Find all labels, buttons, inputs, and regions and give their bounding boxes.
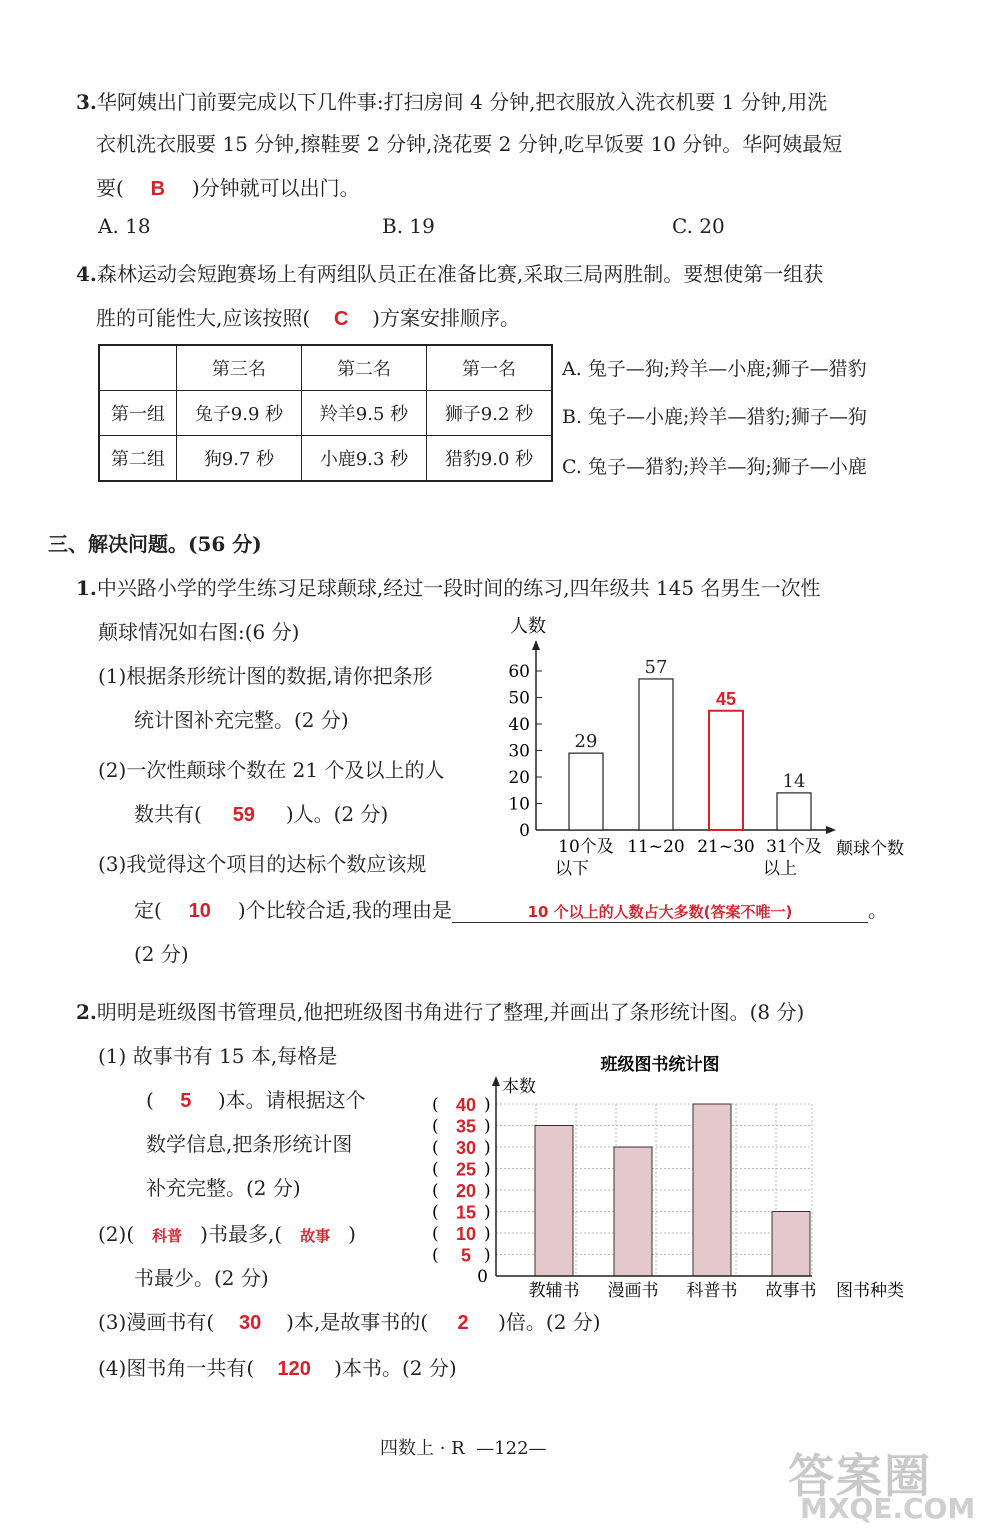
chart2-bracket-right: ) [484,1202,491,1223]
race-table [98,344,553,482]
chart1-y-tick-label: 0 [519,821,530,841]
p1-s3-line [134,894,888,923]
chart2-bracket-left: ( [432,1224,439,1244]
chart1-data-label: 29 [574,731,598,753]
table-header-row [99,345,552,391]
table-cell: 兔子9.9 秒 [177,391,302,436]
chart2-bracket-left: ( [432,1095,439,1115]
table-cell: 第一名 [427,345,553,391]
p1-s2-answer: 59 [232,804,255,826]
table-row [99,391,552,436]
q4-option-a: A. 兔子—狗;羚羊—小鹿;狮子—猎豹 [562,358,867,380]
p2-s3-mid: )本,是故事书的( [286,1310,429,1334]
p1-s2-b-post: )人。(2 分) [285,802,389,826]
chart2-bar [535,1126,573,1277]
p1-s2-a: (2)一次性颠球个数在 21 个及以上的人 [98,758,445,782]
chart2-y-zero: 0 [477,1267,488,1287]
q4-text-2a: 胜的可能性大,应该按照( [96,306,311,330]
chart2-xlabel: 图书种类 [836,1281,904,1301]
p2-s1-a: (1) 故事书有 15 本,每格是 [98,1044,338,1068]
q3-text-3a: 要( [96,176,124,200]
chart2-y-arrow [492,1076,500,1086]
page-number: —122— [476,1438,547,1459]
bar-chart-2 [420,1044,940,1306]
q4-number: 4. [76,262,97,286]
table-cell: 猎豹9.0 秒 [427,436,553,482]
table-cell: 第二组 [99,436,177,482]
p2-s3-pre: (3)漫画书有( [98,1310,215,1334]
p1-s3-answer: 10 [188,900,211,922]
chart1-bar [639,679,673,830]
chart1-bar [569,753,603,830]
table-cell: 狗9.7 秒 [177,436,302,482]
table-cell: 小鹿9.3 秒 [302,436,427,482]
q3-option-c: C. 20 [672,214,725,238]
p1-s1-b: 统计图补充完整。(2 分) [134,708,349,732]
p2-s1-d: 补充完整。(2 分) [146,1176,301,1200]
bar-chart-1 [490,608,930,888]
p1-text-2: 颠球情况如右图:(6 分) [98,620,300,644]
q3-option-a: A. 18 [98,214,151,238]
chart1-category-label-2: 以下 [555,859,589,879]
table-cell: 羚羊9.5 秒 [302,391,427,436]
p2-s4-line [98,1352,457,1381]
chart1-y-tick-label: 50 [508,688,530,709]
chart2-bar [772,1212,810,1277]
chart1-category-label: 10个及 [558,837,614,857]
footer [380,1434,547,1460]
chart2-y-tick-label: 20 [455,1181,477,1201]
footer-text: 四数上 · R [380,1438,465,1459]
watermark-logo: 答案圈 [788,1449,932,1503]
chart2-bracket-left: ( [432,1202,439,1223]
chart2-bracket-right: ) [484,1181,491,1201]
p1-text-1: 中兴路小学的学生练习足球颠球,经过一段时间的练习,四年级共 145 名男生一次性 [96,576,821,600]
chart2-bar [614,1147,652,1276]
chart1-x-arrow [826,826,836,834]
chart2-bracket-right: ) [484,1224,491,1244]
chart1-ylabel: 人数 [510,616,546,637]
q4-text-2b: )方案安排顺序。 [372,306,520,330]
p1-s3-b-end: 。 [867,898,888,922]
p2-s2-b: 书最少。(2 分) [134,1266,269,1290]
watermark-url: MXQE.COM [800,1492,976,1525]
chart2-bracket-left: ( [432,1138,439,1158]
p2-s4-answer: 120 [277,1358,311,1380]
chart2-bar [693,1104,731,1276]
p2-s1-b-pre: ( [146,1088,154,1112]
p2-s3-line [98,1306,601,1335]
chart2-y-tick-label: 10 [455,1224,477,1244]
chart2-bracket-right: ) [484,1245,491,1266]
chart2-category-label: 漫画书 [607,1281,659,1301]
chart2-bracket-right: ) [484,1138,491,1158]
q3-line3 [96,172,360,201]
q3-text-1: 华阿姨出门前要完成以下几件事:打扫房间 4 分钟,把衣服放入洗衣机要 1 分钟,用洗 [96,90,828,114]
p2-line1 [76,996,804,1025]
chart1-category-label: 31个及 [766,837,822,857]
chart1-y-tick-label: 20 [508,768,530,788]
chart1-y-tick-label: 10 [508,794,530,815]
chart2-bracket-right: ) [484,1159,491,1180]
p2-text-1: 明明是班级图书管理员,他把班级图书角进行了整理,并画出了条形统计图。(8 分) [96,1000,805,1024]
q3-number: 3. [76,90,97,114]
chart1-y-tick-label: 40 [508,715,530,735]
table-cell: 第二名 [302,345,427,391]
chart2-ylabel: 本数 [502,1077,536,1097]
p1-s3-b-mid: )个比较合适,我的理由是 [237,898,452,922]
table-cell: 第一组 [99,391,177,436]
p2-number: 2. [76,1000,97,1024]
q4-answer: C [333,308,349,330]
p2-s1-line [146,1084,366,1113]
chart1-data-label: 45 [715,688,737,709]
q3-answer: B [150,178,166,200]
chart2-title: 班级图书统计图 [600,1055,720,1075]
chart2-bracket-left: ( [432,1245,439,1266]
chart1-category-label: 21~30 [697,837,755,857]
q3-option-b: B. 19 [382,214,435,238]
p2-s2-answer-1: 科普 [152,1227,183,1245]
p1-s2-b-pre: 数共有( [134,802,202,826]
q4-option-b: B. 兔子—小鹿;羚羊—猎豹;狮子—狗 [562,406,867,428]
p2-s2-a-pre: (2)( [98,1222,135,1246]
chart2-y-tick-label: 40 [455,1095,477,1115]
p2-s4-pre: (4)图书角一共有( [98,1356,255,1380]
chart1-data-label: 57 [644,656,668,678]
p2-s1-c: 数学信息,把条形统计图 [146,1132,353,1156]
section-title: 三、解决问题。(56 分) [48,532,262,556]
p1-s1-a: (1)根据条形统计图的数据,请你把条形 [98,664,433,688]
p2-s2-line [98,1218,356,1247]
chart1-y-tick-label: 30 [508,741,530,762]
p2-s2-a-mid: )书最多,( [200,1222,283,1246]
chart1-category-label-2: 以上 [763,859,797,879]
p1-s3-b-pre: 定( [134,898,162,922]
table-cell [99,345,177,391]
chart1-xlabel: 颠球个数 [836,839,904,859]
p2-s3-post: )倍。(2 分) [498,1310,601,1334]
chart2-y-tick-label: 25 [455,1159,477,1180]
q4-line1 [76,258,823,287]
p1-s3-a: (3)我觉得这个项目的达标个数应该规 [98,852,427,876]
chart2-y-tick-label: 15 [455,1202,477,1223]
chart1-category-label: 11~20 [627,837,685,857]
p2-s3-answer-1: 30 [239,1312,262,1334]
p1-line1 [76,572,821,601]
chart1-bar [709,711,743,830]
q4-line2 [96,302,520,331]
chart2-y-tick-label: 30 [455,1138,477,1158]
chart2-category-label: 故事书 [765,1281,817,1301]
p1-s3-reason: 10 个以上的人数占大多数(答案不唯一) [452,901,868,923]
chart2-bracket-left: ( [432,1116,439,1137]
chart2-bracket-left: ( [432,1159,439,1180]
q3-line1 [76,86,827,115]
chart2-bracket-left: ( [432,1181,439,1201]
chart1-y-arrow [532,640,540,650]
chart2-y-tick-label: 35 [455,1116,477,1137]
p2-s2-answer-2: 故事 [300,1227,331,1245]
q3-text-3b: )分钟就可以出门。 [191,176,360,200]
chart1-bar [777,793,811,830]
table-cell: 狮子9.2 秒 [427,391,553,436]
p1-number: 1. [76,576,97,600]
p2-s4-post: )本书。(2 分) [334,1356,457,1380]
table-cell: 第三名 [177,345,302,391]
chart2-y-tick-label: 5 [460,1245,472,1266]
chart2-category-label: 教辅书 [528,1281,580,1301]
q4-option-c: C. 兔子—猎豹;羚羊—狗;狮子—小鹿 [562,456,867,478]
p1-s3-c: (2 分) [134,942,189,966]
chart2-bracket-right: ) [484,1116,491,1137]
table-row [99,436,552,482]
p2-s3-answer-2: 2 [457,1312,469,1334]
chart2-category-label: 科普书 [686,1281,738,1301]
chart1-y-tick-label: 60 [508,662,530,682]
q3-text-2: 衣机洗衣服要 15 分钟,擦鞋要 2 分钟,浇花要 2 分钟,吃早饭要 10 分钟。华阿姨最短 [96,132,843,156]
chart2-bracket-right: ) [484,1095,491,1115]
q4-text-1: 森林运动会短跑赛场上有两组队员正在准备比赛,采取三局两胜制。要想使第一组获 [96,262,824,286]
p2-s1-answer: 5 [180,1090,192,1112]
p1-s2-line [134,798,388,827]
chart1-data-label: 14 [782,770,806,792]
p2-s1-b-post: )本。请根据这个 [217,1088,366,1112]
p2-s2-a-post: ) [348,1222,356,1246]
